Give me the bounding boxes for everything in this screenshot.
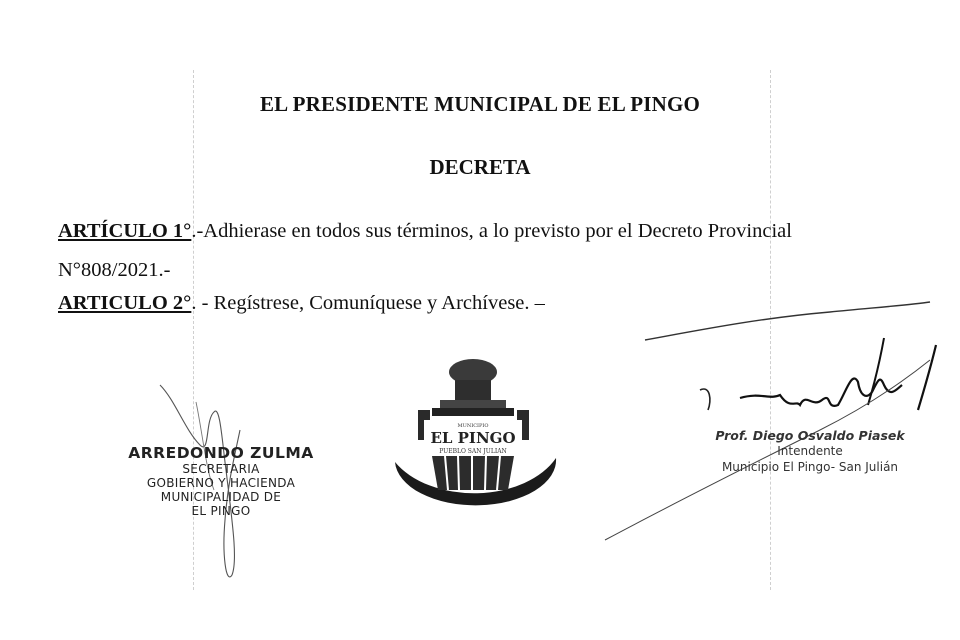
seal-bottom-text: PUEBLO SAN JULIAN [439,448,507,455]
intendente-title: Intendente [777,444,843,458]
article-1-text: .-Adhierase en todos sus términos, a lo previsto por el Decreto Provincial [191,220,792,242]
decree-heading: EL PRESIDENTE MUNICIPAL DE EL PINGO [259,92,701,116]
article-1-label: ARTÍCULO 1° [58,220,192,242]
article-1-continuation: N°808/2021.- [58,259,171,281]
intendente-place: Municipio El Pingo- San Julián [721,460,899,474]
stamp-intendente [700,428,920,475]
secretary-line-3: MUNICIPALIDAD DE [160,490,282,504]
seal-top-text: MUNICIPIO [457,423,489,429]
intendente-name: Prof. Diego Osvaldo Piasek [715,428,905,443]
secretary-line-1: SECRETARIA [182,462,260,476]
decree-subheading: DECRETA [429,155,531,179]
seal-name: EL PINGO [430,429,516,447]
article-2-label: ARTICULO 2° [58,292,192,314]
secretary-line-4: EL PINGO [191,504,251,518]
secretary-name: ARREDONDO ZULMA [128,444,314,462]
secretary-line-2: GOBIERNO Y HACIENDA [146,476,296,490]
article-2-text: . - Regístrese, Comuníquese y Archívese. – [191,292,545,314]
